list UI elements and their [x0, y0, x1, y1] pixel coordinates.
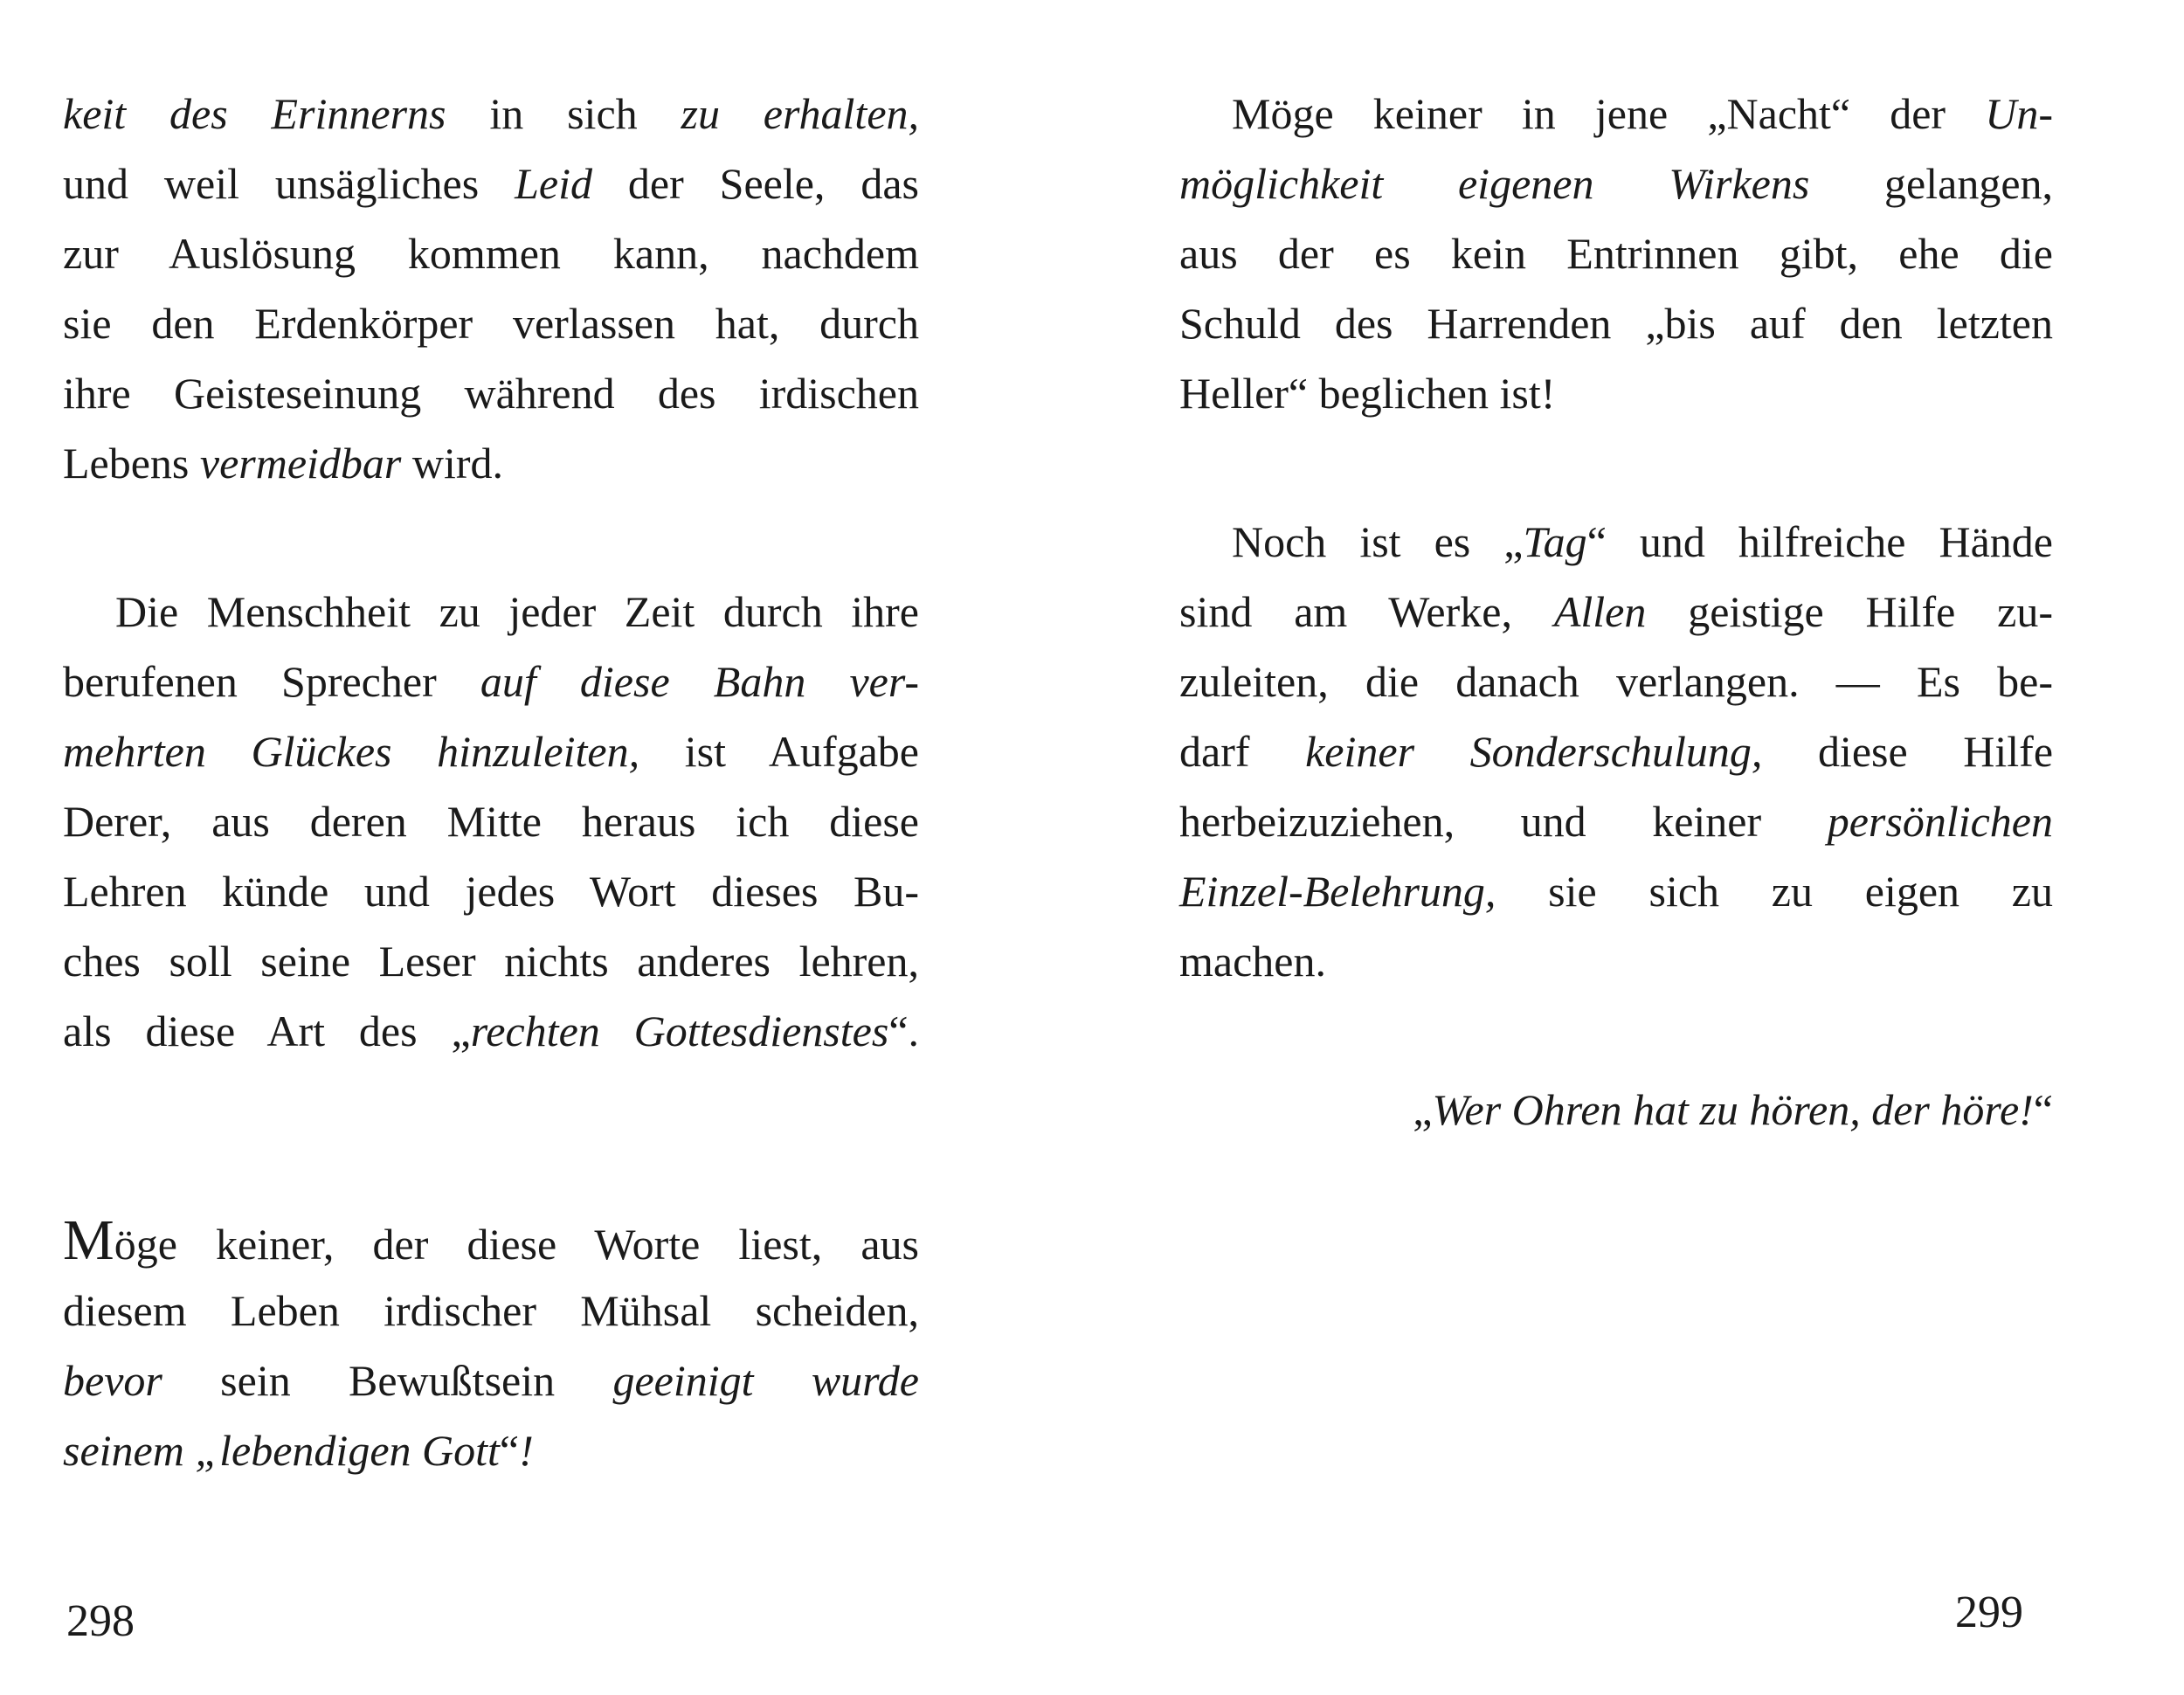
text-line — [1179, 655, 2053, 708]
italic-segment: mehrten Glückes hinzuleiten, — [63, 727, 640, 776]
text-segment: Heller“ beglichen ist! — [1179, 369, 1556, 418]
text-segment: als diese Art des „ — [63, 1007, 471, 1055]
italic-segment: zu erhalten, — [681, 89, 920, 138]
text-line — [1179, 367, 2053, 419]
text-segment: „ — [1413, 1085, 1433, 1134]
text-segment: diese Hilfe — [1762, 727, 2054, 776]
text-line — [1179, 157, 2053, 210]
text-segment: diesem Leben irdischer Mühsal scheiden, — [63, 1286, 919, 1335]
text-segment: der Seele, das — [592, 159, 919, 208]
text-segment: Möge keiner in jene „Nacht“ der — [1232, 89, 1986, 138]
text-line — [63, 157, 919, 210]
text-segment: sie sich zu eigen zu — [1496, 867, 2053, 916]
text-segment: Lebens — [63, 439, 200, 488]
text-line — [1179, 297, 2053, 349]
text-segment: sein Bewußtsein — [162, 1356, 613, 1405]
text-line — [63, 865, 919, 917]
italic-segment: Allen — [1553, 587, 1647, 636]
text-line — [63, 1284, 919, 1337]
text-line — [63, 1354, 919, 1407]
text-line — [1179, 935, 2053, 987]
text-segment: “ und hilfreiche Hände — [1586, 517, 2053, 566]
italic-segment: Einzel-Belehrung, — [1179, 867, 1496, 916]
text-segment: sind am Werke, — [1179, 587, 1554, 636]
text-segment: Derer, aus deren Mitte heraus ich diese — [63, 797, 919, 846]
text-line — [63, 437, 919, 489]
text-segment: ches soll seine Leser nichts anderes lehren, — [63, 937, 919, 986]
text-segment: in sich — [446, 89, 681, 138]
text-line-dropcap — [63, 1208, 919, 1272]
page-number-right: 299 — [1955, 1588, 2023, 1637]
text-line — [63, 297, 919, 349]
text-segment: “. — [888, 1007, 920, 1055]
text-line — [63, 87, 919, 140]
text-line — [1179, 725, 2053, 778]
italic-segment: seinem „lebendigen Gott — [63, 1426, 500, 1475]
italic-segment: persönlichen — [1827, 797, 2053, 846]
page-number-left: 298 — [66, 1596, 135, 1646]
italic-segment: ! — [519, 1426, 534, 1475]
italic-segment: keiner Sonderschulung, — [1305, 727, 1763, 776]
italic-segment: keit des Erinnerns — [63, 89, 446, 138]
text-line — [63, 367, 919, 419]
text-segment: machen. — [1179, 937, 1326, 986]
text-segment: zuleiten, die danach verlangen. — Es be- — [1179, 657, 2053, 706]
text-line — [1232, 87, 2053, 140]
text-line — [63, 1005, 919, 1057]
italic-segment: vermeidbar — [199, 439, 402, 488]
text-line — [1179, 227, 2053, 280]
text-segment: ihre Geisteseinung während des irdischen — [63, 369, 919, 418]
text-line — [63, 795, 919, 848]
italic-segment: Wer Ohren hat zu hören, der höre! — [1432, 1085, 2034, 1134]
text-line — [63, 655, 919, 708]
text-segment: Lehren künde und jedes Wort dieses Bu- — [63, 867, 919, 916]
text-segment: herbeizuziehen, und keiner — [1179, 797, 1828, 846]
text-segment: Schuld des Harrenden „bis auf den letzten — [1179, 299, 2053, 348]
text-line — [1179, 795, 2053, 848]
italic-segment: Un- — [1985, 89, 2053, 138]
text-line — [63, 227, 919, 280]
text-segment: geistige Hilfe zu- — [1646, 587, 2053, 636]
italic-segment: auf diese Bahn ver- — [480, 657, 919, 706]
text-segment: berufenen Sprecher — [63, 657, 480, 706]
text-segment: “ — [499, 1426, 520, 1475]
closing-quote — [1179, 1083, 2053, 1136]
text-line — [63, 1424, 919, 1477]
italic-segment: Tag — [1523, 517, 1587, 566]
italic-segment: geeinigt wurde — [612, 1356, 919, 1405]
italic-segment: möglichkeit eigenen Wirkens — [1179, 159, 1810, 208]
text-segment: sie den Erdenkörper verlassen hat, durch — [63, 299, 919, 348]
italic-segment: Leid — [515, 159, 592, 208]
text-segment: öge keiner, der diese Worte liest, aus — [114, 1220, 919, 1269]
drop-cap: M — [63, 1208, 114, 1272]
text-segment: wird. — [401, 439, 504, 488]
text-segment: zur Auslösung kommen kann, nachdem — [63, 229, 919, 278]
text-line — [63, 725, 919, 778]
text-segment: Die Menschheit zu jeder Zeit durch ihre — [115, 587, 919, 636]
text-line — [1232, 515, 2053, 568]
right-page — [1092, 0, 2184, 1695]
text-segment: gelangen, — [1809, 159, 2054, 208]
text-line — [1179, 585, 2053, 638]
text-segment: und weil unsägliches — [63, 159, 515, 208]
italic-segment: bevor — [63, 1356, 162, 1405]
text-segment: darf — [1179, 727, 1306, 776]
text-line — [63, 935, 919, 987]
text-segment: “ — [2033, 1085, 2053, 1134]
text-segment: aus der es kein Entrinnen gibt, ehe die — [1179, 229, 2053, 278]
text-segment: Noch ist es „ — [1232, 517, 1524, 566]
text-segment: ist Aufgabe — [639, 727, 919, 776]
text-line — [115, 585, 919, 638]
text-line — [1179, 865, 2053, 917]
italic-segment: rechten Gottesdienstes — [470, 1007, 889, 1055]
